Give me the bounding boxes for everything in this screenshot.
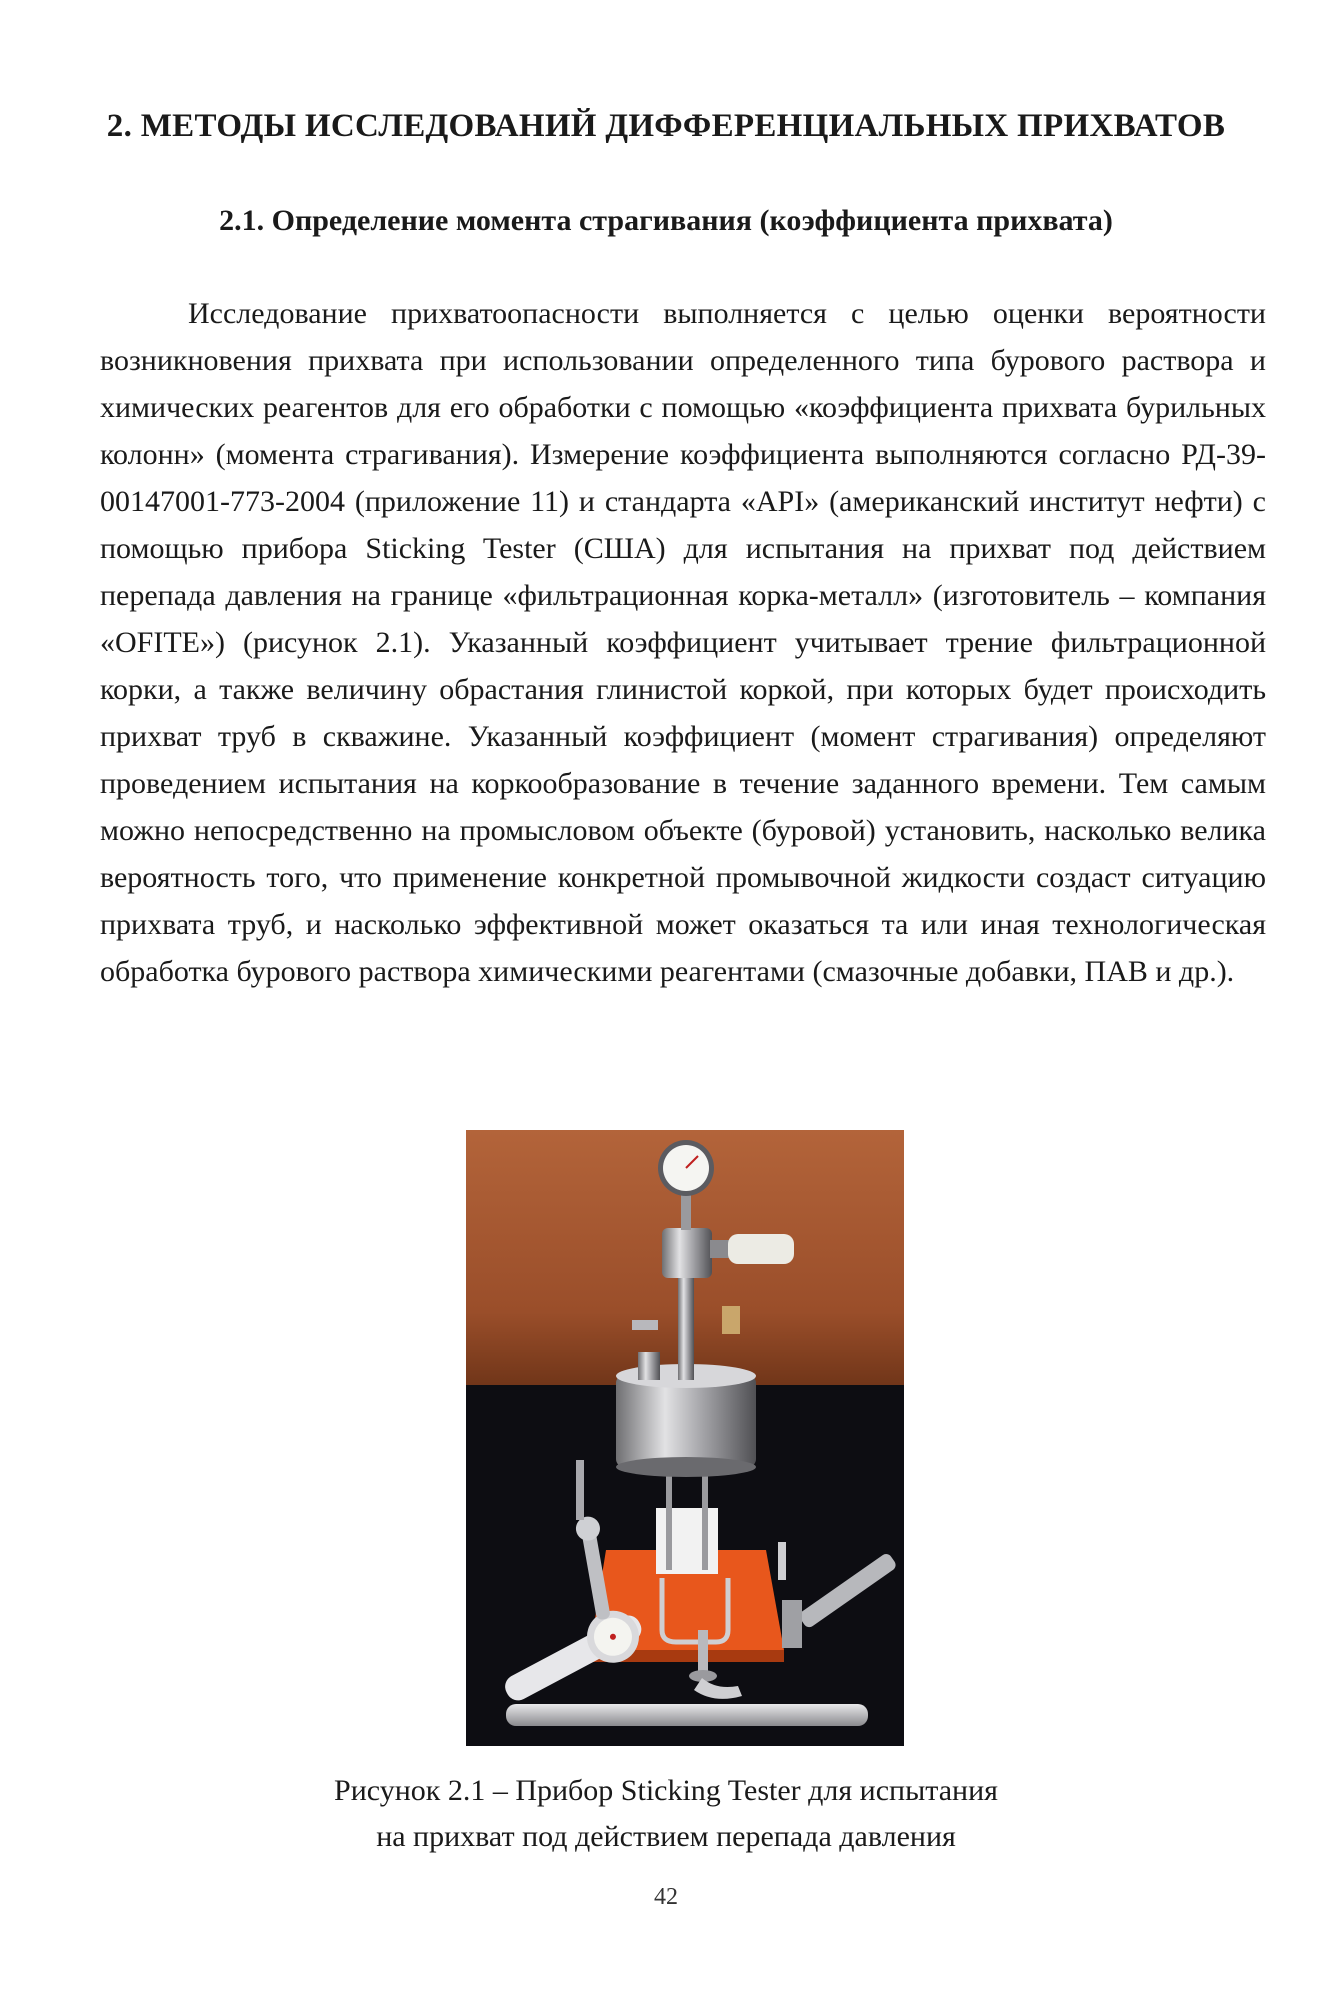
body-paragraph: Исследование прихватоопасности выполняется с целью оценки вероятности возникновения прихвата при использовании определенного типа бурового раствора и химических реагентов для его обработки с помощью «коэффициента прихвата бурильных колонн» (момента страгивания). Измерение коэффициента выполняются согласно РД-39-00147001-773-2004 (приложение 11) и стандарта «API» (американский институт нефти) с помощью прибора Sticking Tester (США) для испытания на прихват под действием перепада давления на границе «фильтрационная корка-металл» (изготовитель – компания «OFITE») (рисунок 2.1). Указанный коэффициент учитывает трение фильтрационной корки, а также величину обрастания глинистой коркой, при которых будет происходить прихват труб в скважине. Указанный коэффициент (момент страгивания) определяют проведением испытания на коркообразование в течение заданного времени. Тем самым можно непосредственно на промысловом объекте (буровой) установить, насколько велика вероятность того, что применение конкретной промывочной жидкости создаст ситуацию прихвата труб, и насколько эффективной может оказаться та или иная технологическая обработка бурового раствора химическими реагентами (смазочные добавки, ПАВ и др.). — [100, 297, 1266, 988]
page-number: 42 — [654, 1884, 678, 1910]
figure-caption-line-1: Рисунок 2.1 – Прибор Sticking Tester для испытания — [334, 1774, 998, 1807]
section-title: 2.1. Определение момента страгивания (коэффициента прихвата) — [219, 204, 1113, 237]
figure-caption — [60, 1768, 1272, 1860]
figure-caption-line-2: на прихват под действием перепада давления — [376, 1820, 956, 1853]
sticking-tester-illustration — [466, 1130, 904, 1746]
chapter-title: 2. МЕТОДЫ ИССЛЕДОВАНИЙ ДИФФЕРЕНЦИАЛЬНЫХ ПРИХВАТОВ — [106, 108, 1226, 144]
figure-photo-sticking-tester — [466, 1130, 904, 1746]
